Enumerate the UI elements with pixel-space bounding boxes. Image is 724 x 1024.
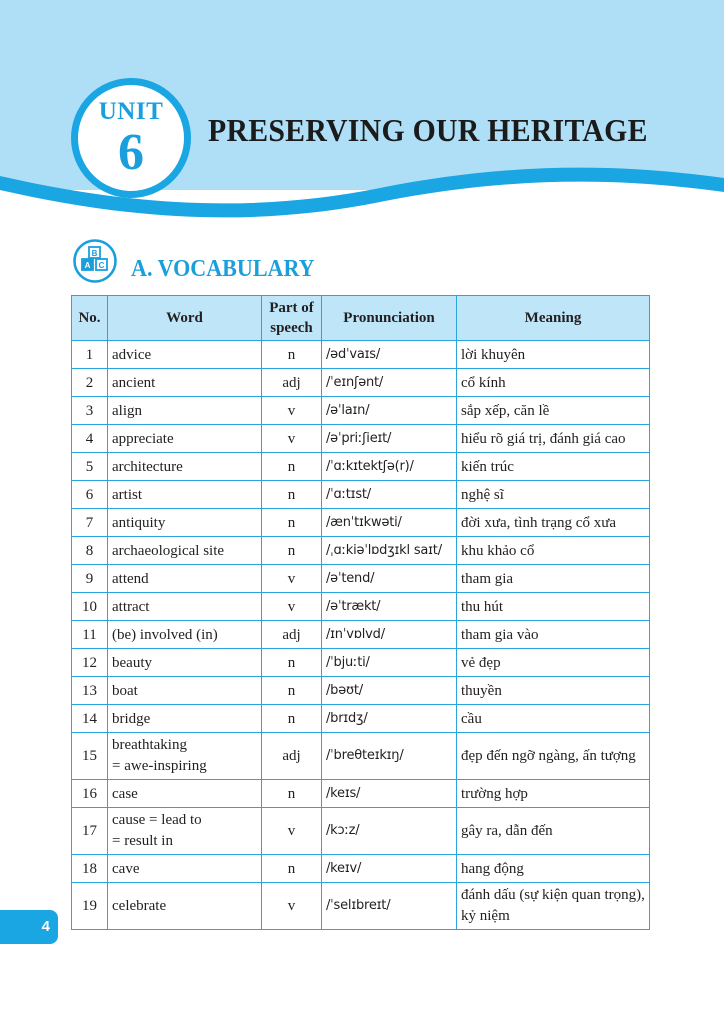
table-row bbox=[72, 397, 650, 425]
cell-word bbox=[108, 565, 262, 593]
cell-no: 16 bbox=[72, 780, 108, 808]
cell-part-of-speech: n bbox=[262, 649, 322, 677]
cell-no: 15 bbox=[72, 733, 108, 780]
table-row bbox=[72, 565, 650, 593]
table-header-row bbox=[72, 296, 650, 341]
cell-part-of-speech: v bbox=[262, 397, 322, 425]
table-row bbox=[72, 425, 650, 453]
cell-part-of-speech: n bbox=[262, 780, 322, 808]
cell-word bbox=[108, 883, 262, 930]
cell-no: 18 bbox=[72, 855, 108, 883]
cell-no: 6 bbox=[72, 481, 108, 509]
cell-pronunciation: /əˈlaɪn/ bbox=[322, 397, 457, 425]
word-text: antiquity bbox=[112, 514, 166, 531]
cell-part-of-speech: n bbox=[262, 341, 322, 369]
word-text: breathtaking bbox=[112, 737, 187, 753]
cell-word bbox=[108, 369, 262, 397]
word-text: ancient bbox=[112, 374, 156, 391]
cell-part-of-speech: n bbox=[262, 677, 322, 705]
word-text: (be) involved (in) bbox=[112, 626, 218, 643]
cell-word bbox=[108, 780, 262, 808]
cell-part-of-speech: n bbox=[262, 453, 322, 481]
cell-no: 8 bbox=[72, 537, 108, 565]
word-text: boat bbox=[112, 682, 138, 699]
unit-title: PRESERVING OUR HERITAGE bbox=[208, 112, 648, 148]
word-text: align bbox=[112, 402, 142, 419]
cell-word bbox=[108, 855, 262, 883]
cell-word bbox=[108, 537, 262, 565]
table-row bbox=[72, 808, 650, 855]
word-text: attend bbox=[112, 570, 149, 587]
cell-pronunciation: /ˌɑːkiəˈlɒdʒɪkl saɪt/ bbox=[322, 537, 457, 565]
word-text: case bbox=[112, 785, 138, 802]
cell-meaning: nghệ sĩ bbox=[457, 481, 650, 509]
svg-text:B: B bbox=[91, 249, 98, 258]
cell-pronunciation: /ədˈvaɪs/ bbox=[322, 341, 457, 369]
cell-part-of-speech: n bbox=[262, 537, 322, 565]
cell-word bbox=[108, 733, 262, 780]
cell-part-of-speech: adj bbox=[262, 369, 322, 397]
svg-text:C: C bbox=[98, 261, 105, 270]
word-text: architecture bbox=[112, 458, 183, 475]
cell-word bbox=[108, 425, 262, 453]
cell-meaning: lời khuyên bbox=[457, 341, 650, 369]
header-pos-line1: Part of bbox=[269, 300, 314, 316]
word-text: advice bbox=[112, 346, 152, 363]
cell-pronunciation: /keɪv/ bbox=[322, 855, 457, 883]
word-synonym-text: = awe-inspiring bbox=[112, 758, 207, 774]
table-row bbox=[72, 677, 650, 705]
table-row bbox=[72, 855, 650, 883]
abc-blocks-icon bbox=[72, 238, 118, 284]
cell-no: 4 bbox=[72, 425, 108, 453]
cell-pronunciation: /əˈtend/ bbox=[322, 565, 457, 593]
unit-badge bbox=[71, 78, 191, 198]
cell-no: 7 bbox=[72, 509, 108, 537]
cell-part-of-speech: v bbox=[262, 883, 322, 930]
cell-no: 14 bbox=[72, 705, 108, 733]
page-number-tab bbox=[0, 910, 58, 944]
word-text: celebrate bbox=[112, 898, 167, 914]
cell-pronunciation: /əˈtrækt/ bbox=[322, 593, 457, 621]
cell-no: 9 bbox=[72, 565, 108, 593]
table-row bbox=[72, 883, 650, 930]
cell-meaning: thuyền bbox=[457, 677, 650, 705]
cell-word bbox=[108, 509, 262, 537]
word-text: cause = lead to bbox=[112, 812, 202, 828]
cell-part-of-speech: adj bbox=[262, 621, 322, 649]
cell-meaning: gây ra, dẫn đến bbox=[457, 808, 650, 855]
cell-no: 13 bbox=[72, 677, 108, 705]
table-row bbox=[72, 621, 650, 649]
word-synonym-text: = result in bbox=[112, 833, 173, 849]
header-meaning: Meaning bbox=[457, 296, 650, 341]
header-pos-line2: speech bbox=[270, 320, 313, 336]
table-row bbox=[72, 649, 650, 677]
cell-pronunciation: /ɪnˈvɒlvd/ bbox=[322, 621, 457, 649]
cell-meaning: sắp xếp, căn lề bbox=[457, 397, 650, 425]
cell-pronunciation: /ˈbreθteɪkɪŋ/ bbox=[322, 733, 457, 780]
page-number: 4 bbox=[41, 918, 50, 935]
table-row bbox=[72, 341, 650, 369]
cell-word bbox=[108, 705, 262, 733]
cell-word bbox=[108, 808, 262, 855]
cell-meaning: kiến trúc bbox=[457, 453, 650, 481]
table-row bbox=[72, 453, 650, 481]
word-text: bridge bbox=[112, 710, 151, 727]
cell-meaning: vẻ đẹp bbox=[457, 649, 650, 677]
cell-meaning: đời xưa, tình trạng cổ xưa bbox=[457, 509, 650, 537]
cell-meaning: hang động bbox=[457, 855, 650, 883]
cell-pronunciation: /keɪs/ bbox=[322, 780, 457, 808]
cell-part-of-speech: adj bbox=[262, 733, 322, 780]
cell-pronunciation: /ˈselɪbreɪt/ bbox=[322, 883, 457, 930]
word-text: artist bbox=[112, 486, 142, 503]
table-row bbox=[72, 481, 650, 509]
cell-meaning: tham gia vào bbox=[457, 621, 650, 649]
cell-part-of-speech: n bbox=[262, 855, 322, 883]
cell-word bbox=[108, 593, 262, 621]
cell-pronunciation: /bəʊt/ bbox=[322, 677, 457, 705]
cell-no: 19 bbox=[72, 883, 108, 930]
cell-word bbox=[108, 397, 262, 425]
word-text: cave bbox=[112, 860, 140, 877]
unit-number: 6 bbox=[118, 124, 144, 181]
cell-meaning: tham gia bbox=[457, 565, 650, 593]
cell-part-of-speech: v bbox=[262, 593, 322, 621]
table-row bbox=[72, 780, 650, 808]
cell-pronunciation: /ˈeɪnʃənt/ bbox=[322, 369, 457, 397]
cell-meaning: đánh dấu (sự kiện quan trọng), kỷ niệm bbox=[457, 883, 650, 930]
cell-pronunciation: /brɪdʒ/ bbox=[322, 705, 457, 733]
cell-meaning: cổ kính bbox=[457, 369, 650, 397]
table-row bbox=[72, 509, 650, 537]
cell-part-of-speech: n bbox=[262, 481, 322, 509]
table-row bbox=[72, 705, 650, 733]
cell-no: 2 bbox=[72, 369, 108, 397]
word-text: archaeological site bbox=[112, 542, 225, 559]
cell-meaning: cầu bbox=[457, 705, 650, 733]
cell-pronunciation: /ˈɑːtɪst/ bbox=[322, 481, 457, 509]
cell-word bbox=[108, 481, 262, 509]
unit-label: UNIT bbox=[98, 98, 164, 125]
table-row bbox=[72, 733, 650, 780]
cell-pronunciation: /kɔːz/ bbox=[322, 808, 457, 855]
cell-meaning: thu hút bbox=[457, 593, 650, 621]
cell-no: 5 bbox=[72, 453, 108, 481]
svg-text:A: A bbox=[84, 261, 91, 270]
cell-part-of-speech: n bbox=[262, 509, 322, 537]
cell-pronunciation: /əˈpriːʃieɪt/ bbox=[322, 425, 457, 453]
cell-pronunciation: /ˈbjuːti/ bbox=[322, 649, 457, 677]
cell-part-of-speech: v bbox=[262, 808, 322, 855]
cell-word bbox=[108, 453, 262, 481]
section-title: A. VOCABULARY bbox=[131, 256, 315, 282]
word-text: beauty bbox=[112, 654, 152, 671]
header-pronunciation: Pronunciation bbox=[322, 296, 457, 341]
cell-word bbox=[108, 341, 262, 369]
header-word: Word bbox=[108, 296, 262, 341]
table-row bbox=[72, 593, 650, 621]
cell-pronunciation: /ænˈtɪkwəti/ bbox=[322, 509, 457, 537]
cell-part-of-speech: v bbox=[262, 425, 322, 453]
cell-no: 17 bbox=[72, 808, 108, 855]
cell-meaning: hiểu rõ giá trị, đánh giá cao bbox=[457, 425, 650, 453]
cell-word bbox=[108, 621, 262, 649]
word-text: appreciate bbox=[112, 430, 174, 447]
cell-word bbox=[108, 677, 262, 705]
header-part-of-speech bbox=[262, 296, 322, 341]
cell-no: 12 bbox=[72, 649, 108, 677]
cell-meaning: trường hợp bbox=[457, 780, 650, 808]
header-no: No. bbox=[72, 296, 108, 341]
cell-meaning: khu khảo cổ bbox=[457, 537, 650, 565]
cell-meaning: đẹp đến ngỡ ngàng, ấn tượng bbox=[457, 733, 650, 780]
cell-no: 10 bbox=[72, 593, 108, 621]
cell-part-of-speech: n bbox=[262, 705, 322, 733]
cell-part-of-speech: v bbox=[262, 565, 322, 593]
cell-no: 1 bbox=[72, 341, 108, 369]
table-body bbox=[72, 341, 650, 930]
table-row bbox=[72, 537, 650, 565]
cell-no: 11 bbox=[72, 621, 108, 649]
cell-no: 3 bbox=[72, 397, 108, 425]
table-row bbox=[72, 369, 650, 397]
vocabulary-table bbox=[71, 295, 650, 930]
word-text: attract bbox=[112, 598, 150, 615]
cell-word bbox=[108, 649, 262, 677]
cell-pronunciation: /ˈɑːkɪtektʃə(r)/ bbox=[322, 453, 457, 481]
